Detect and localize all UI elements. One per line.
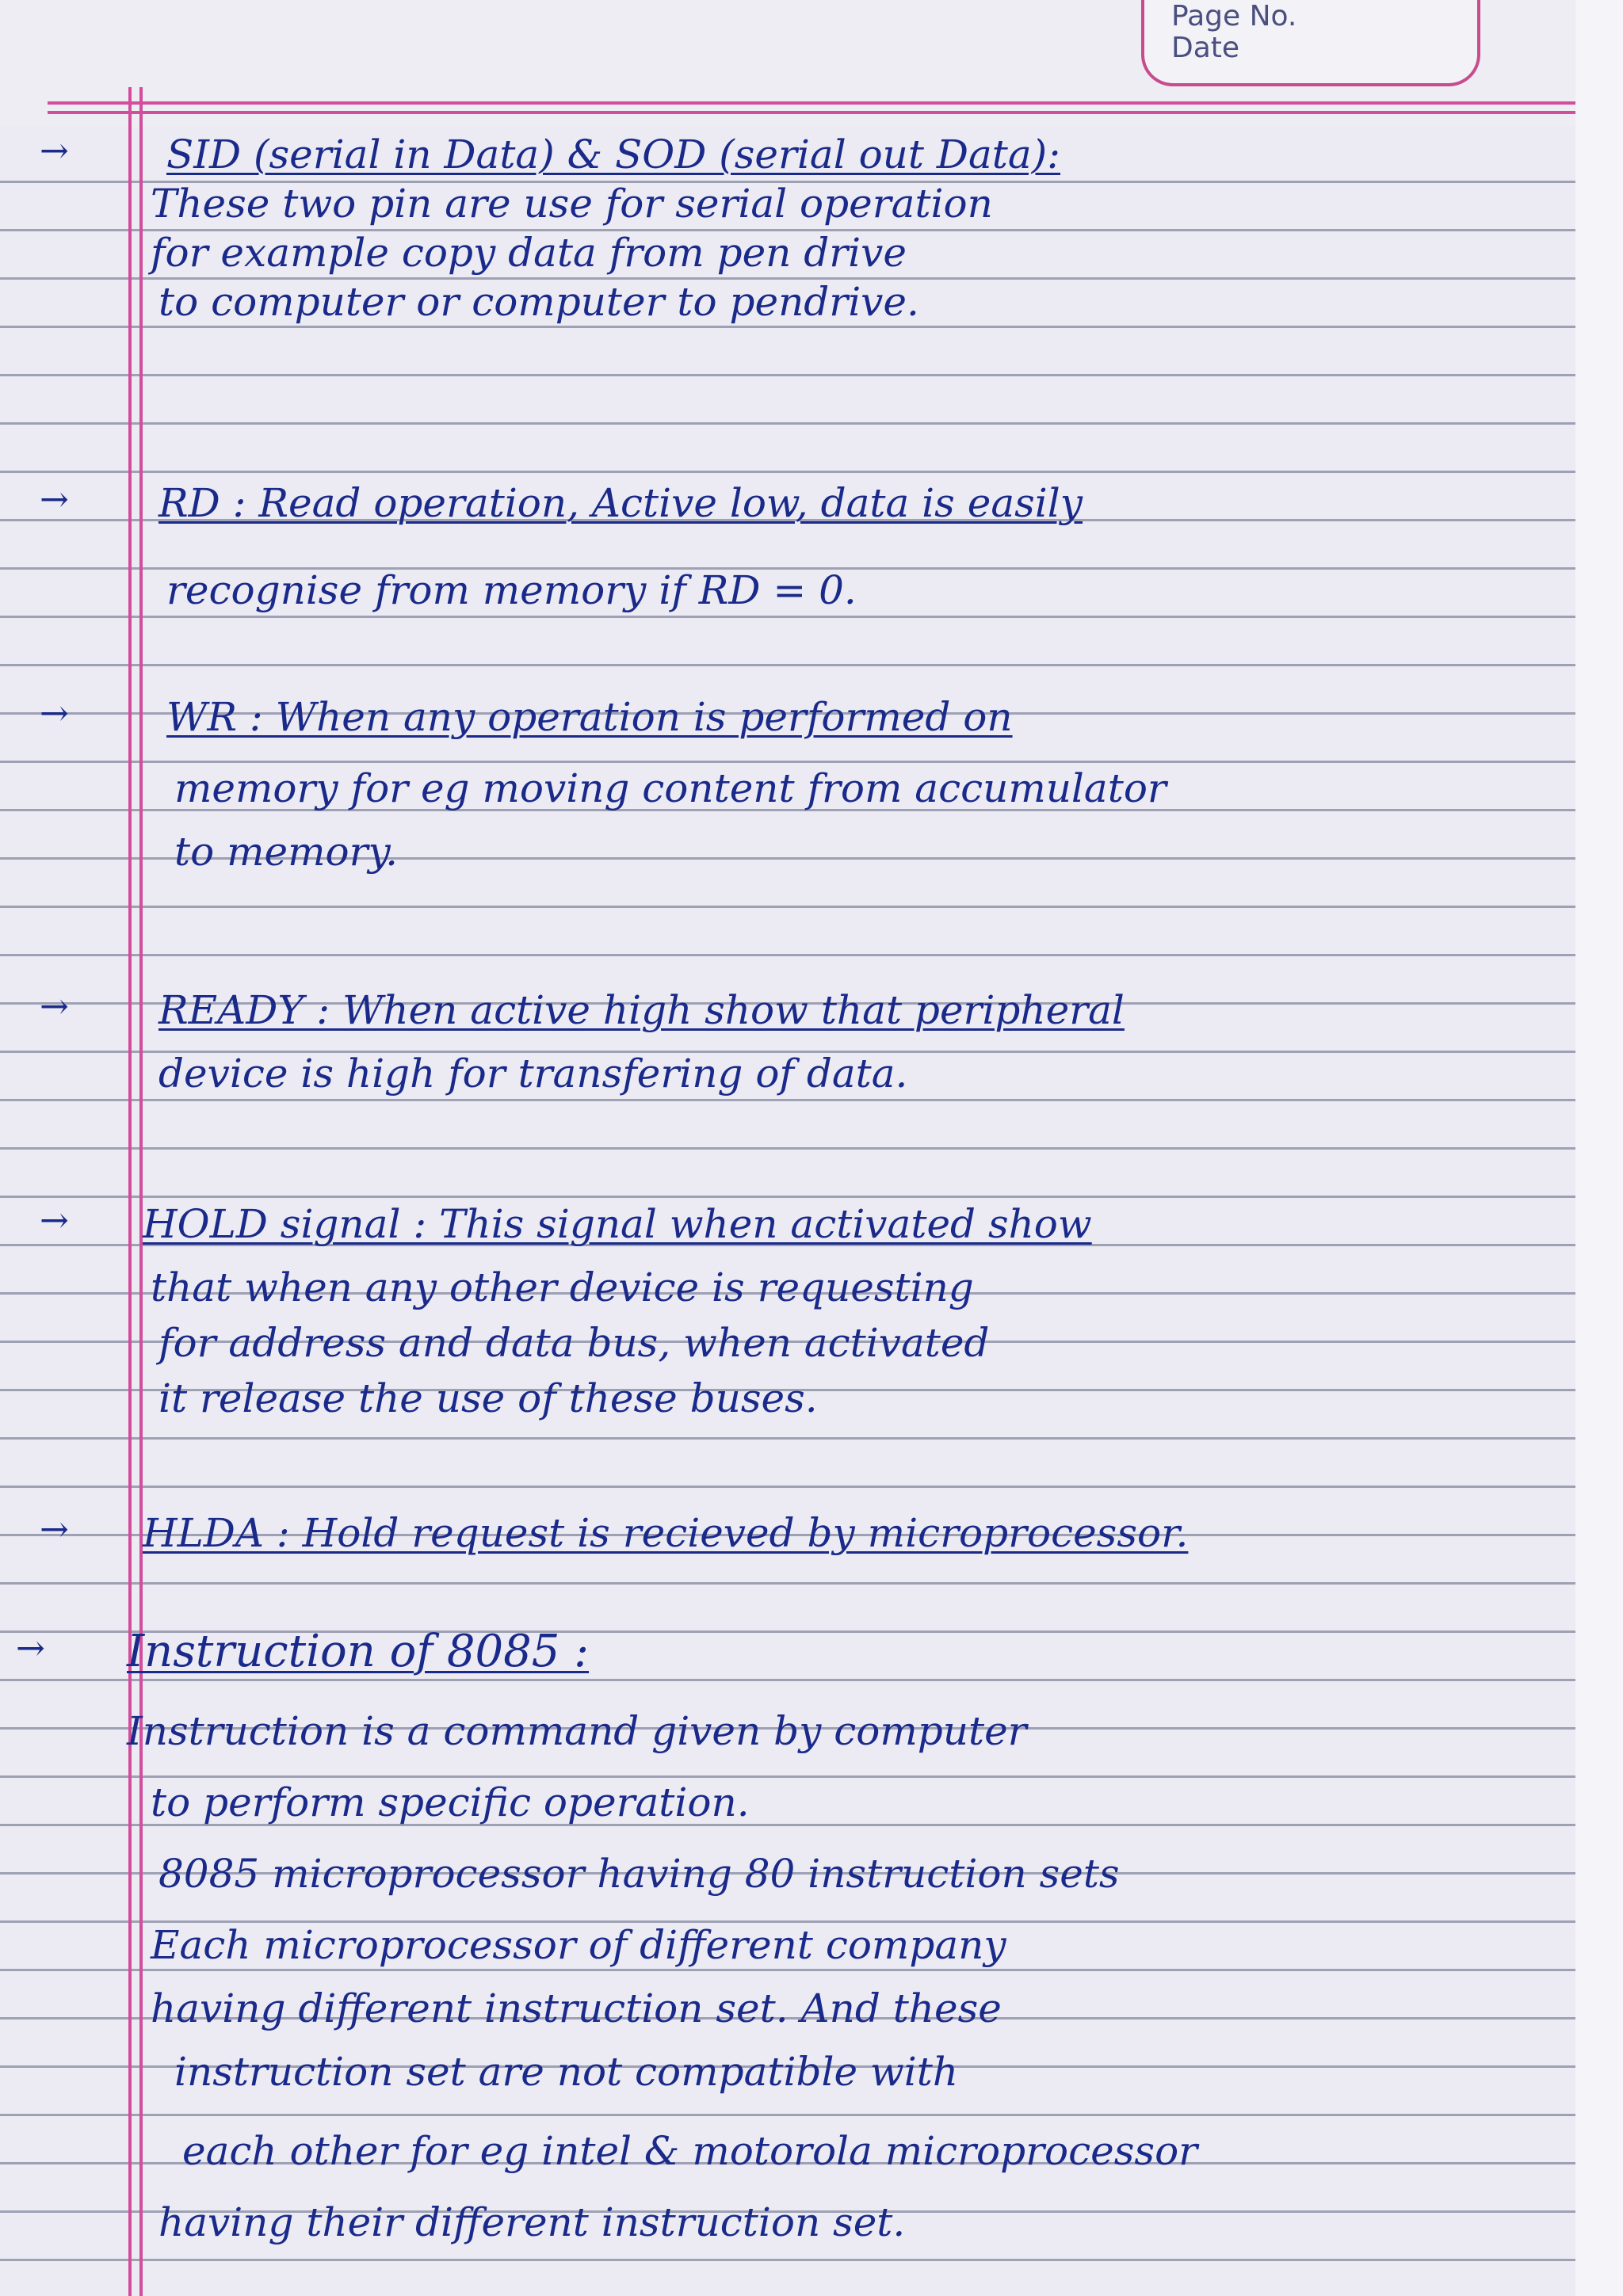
note-line: instruction set are not compatible with — [174, 2049, 959, 2095]
note-line: Instruction is a command given by computer — [127, 1708, 1027, 1754]
margin-line-2 — [139, 87, 143, 2296]
note-line: that when any other device is requesting — [151, 1264, 974, 1310]
bullet-arrow: → — [40, 1509, 69, 1550]
note-line: Each microprocessor of different company — [151, 1922, 1006, 1968]
note-line: having their different instruction set. — [158, 2199, 906, 2245]
page-no-label: Page No. — [1171, 0, 1297, 32]
note-line: recognise from memory if RD = 0. — [166, 567, 857, 613]
bullet-arrow: → — [16, 1628, 45, 1669]
note-heading: HOLD signal : This signal when activated show — [143, 1201, 1092, 1247]
note-line: memory for eg moving content from accumulator — [174, 765, 1167, 811]
note-line: to memory. — [174, 829, 399, 875]
note-line: having different instruction set. And these — [151, 1985, 1002, 2031]
note-heading: Instruction of 8085 : — [127, 1626, 590, 1677]
bullet-arrow: → — [40, 131, 69, 171]
note-line: 8085 microprocessor having 80 instruction sets — [158, 1851, 1120, 1897]
bullet-arrow: → — [40, 479, 69, 520]
bullet-arrow: → — [40, 1200, 69, 1241]
note-heading: READY : When active high show that peripheral — [158, 987, 1125, 1033]
note-line: to perform specific operation. — [151, 1779, 750, 1825]
date-label: Date — [1171, 32, 1240, 64]
note-line: to computer or computer to pendrive. — [158, 279, 919, 325]
note-line: each other for eg intel & motorola microprocessor — [182, 2128, 1198, 2174]
note-line: These two pin are use for serial operation — [151, 181, 993, 227]
header-rule-1 — [48, 101, 1577, 105]
bullet-arrow: → — [40, 986, 69, 1027]
note-line: for address and data bus, when activated — [158, 1320, 990, 1366]
note-line: it release the use of these buses. — [158, 1375, 818, 1421]
note-line: for example copy data from pen drive — [151, 230, 907, 276]
note-heading: HLDA : Hold request is recieved by microprocessor. — [143, 1510, 1189, 1556]
note-line: device is high for transfering of data. — [158, 1051, 908, 1097]
bullet-arrow: → — [40, 693, 69, 734]
page-edge — [1575, 0, 1623, 2296]
header-rule-2 — [48, 111, 1577, 114]
note-heading: RD : Read operation, Active low, data is easily — [158, 480, 1083, 526]
margin-line-1 — [128, 87, 132, 2296]
note-heading: WR : When any operation is performed on — [166, 694, 1013, 740]
note-heading: SID (serial in Data) & SOD (serial out Data): — [166, 132, 1061, 177]
